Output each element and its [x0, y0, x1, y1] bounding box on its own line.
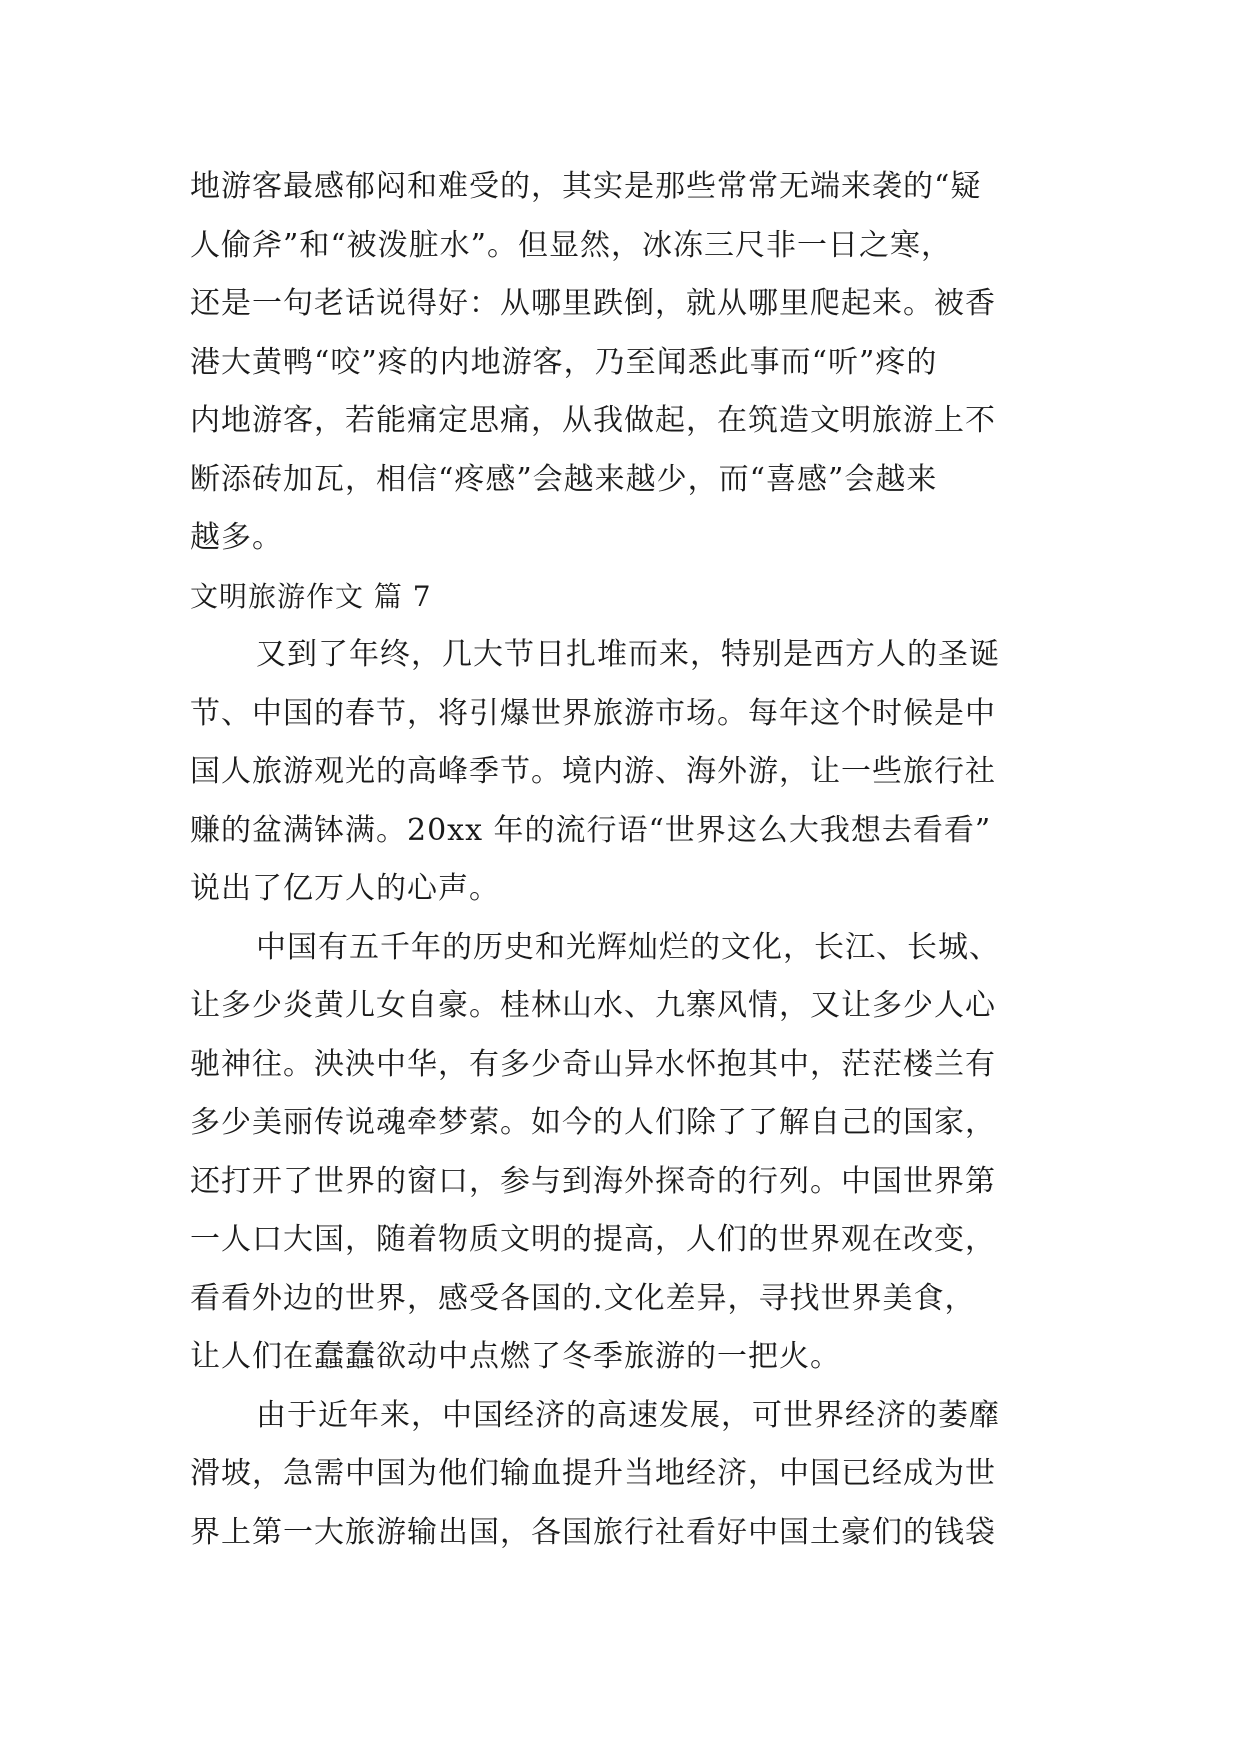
text-line: 看看外边的世界，感受各国的.文化差异，寻找世界美食， [190, 1280, 976, 1316]
text-line: 港大黄鸭“咬”疼的内地游客，乃至闻悉此事而“听”疼的 [190, 344, 938, 380]
text-line: 驰神往。泱泱中华，有多少奇山异水怀抱其中，茫茫楼兰有 [190, 1046, 996, 1082]
text-line: 节、中国的春节，将引爆世界旅游市场。每年这个时候是中 [190, 695, 996, 731]
text-line: 又到了年终，几大节日扎堆而来，特别是西方人的圣诞 [256, 637, 1000, 672]
text-line: 说出了亿万人的心声。 [190, 871, 500, 906]
text-line: 还是一句老话说得好：从哪里跌倒，就从哪里爬起来。被香 [190, 286, 996, 321]
text-line: 让人们在蠢蠢欲动中点燃了冬季旅游的一把火。 [190, 1339, 841, 1374]
document-body [190, 158, 1070, 1562]
text-line: 让多少炎黄儿女自豪。桂林山水、九寨风情，又让多少人心 [190, 988, 996, 1023]
text-line: 还打开了世界的窗口，参与到海外探奇的行列。中国世界第 [190, 1163, 996, 1199]
text-line: 人偷斧”和“被泼脏水”。但显然，冰冻三尺非一日之寒， [190, 227, 953, 263]
paragraph-continuation [190, 158, 1070, 568]
text-line: 越多。 [190, 520, 283, 555]
section-heading: 文明旅游作文 篇 7 [190, 579, 432, 613]
text-line: 国人旅游观光的高峰季节。境内游、海外游，让一些旅行社 [190, 754, 996, 789]
text-line: 一人口大国，随着物质文明的提高，人们的世界观在改变， [190, 1222, 996, 1257]
text-line: 多少美丽传说魂牵梦萦。如今的人们除了了解自己的国家， [190, 1105, 996, 1140]
text-line: 由于近年来，中国经济的高速发展，可世界经济的萎靡 [256, 1397, 1000, 1433]
text-line: 断添砖加瓦，相信“疼感”会越来越少，而“喜感”会越来 [190, 461, 938, 497]
paragraph [190, 626, 1070, 919]
paragraph [190, 1387, 1070, 1563]
text-line: 地游客最感郁闷和难受的，其实是那些常常无端来袭的“疑 [190, 169, 982, 204]
paragraph [190, 919, 1070, 1387]
text-line: 界上第一大旅游输出国，各国旅行社看好中国土豪们的钱袋 [190, 1514, 996, 1550]
text-line: 滑坡，急需中国为他们输血提升当地经济，中国已经成为世 [190, 1456, 996, 1491]
text-line: 内地游客，若能痛定思痛，从我做起，在筑造文明旅游上不 [190, 403, 996, 438]
text-line: 中国有五千年的历史和光辉灿烂的文化，长江、长城、 [256, 929, 1000, 965]
text-line: 赚的盆满钵满。20xx 年的流行语“世界这么大我想去看看” [190, 812, 992, 848]
